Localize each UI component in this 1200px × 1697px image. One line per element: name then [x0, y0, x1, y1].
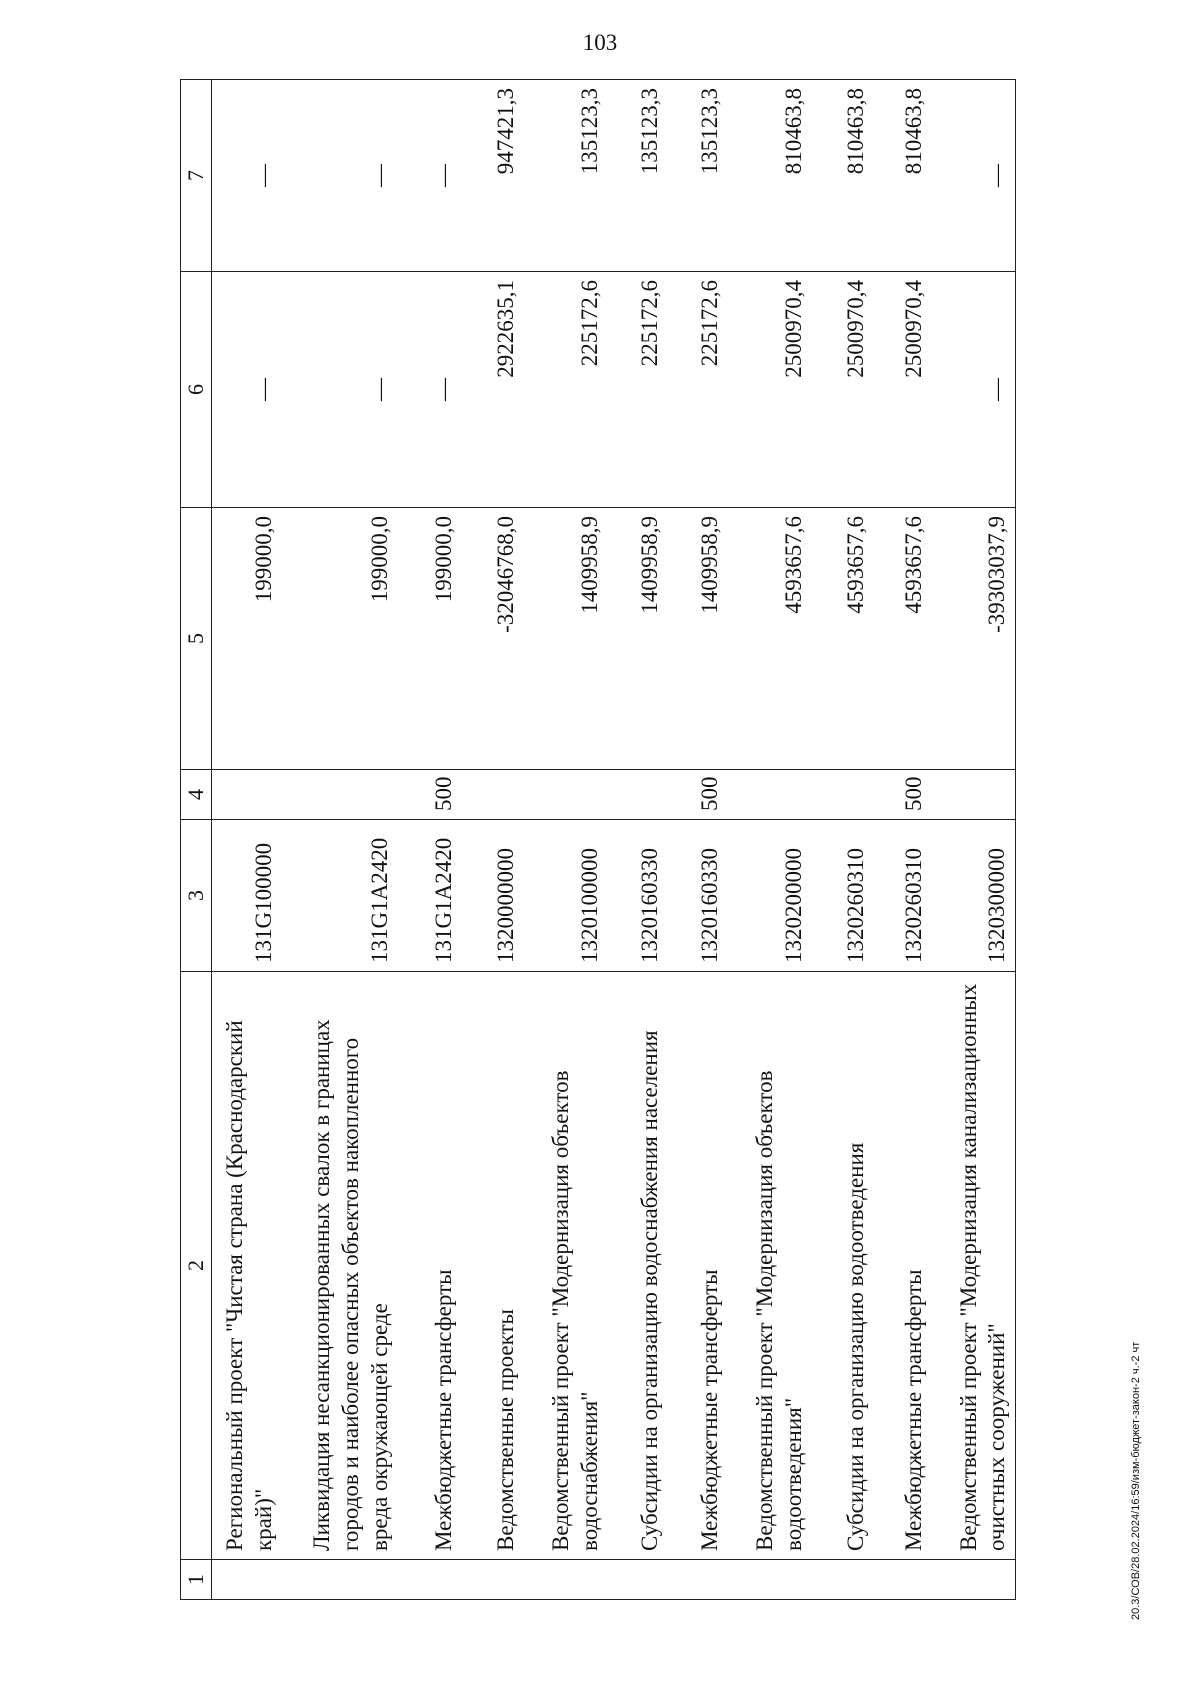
cell-code: 1320300000: [932, 820, 1016, 972]
cell-type: 500: [398, 770, 462, 820]
cell-amount-7: 810463,8: [812, 80, 874, 272]
table-row: [812, 80, 874, 1600]
cell-code: 1320160330: [668, 820, 728, 972]
header-col-7: 7: [181, 80, 212, 272]
cell-name: Ведомственные проекты: [462, 972, 524, 1560]
cell-type: [282, 770, 398, 820]
cell-amount-5: 4593657,6: [874, 508, 932, 770]
table-row: [608, 80, 668, 1600]
cell-c1: [608, 1560, 668, 1600]
table-row: [282, 80, 398, 1600]
cell-c1: [282, 1560, 398, 1600]
footer-code-container: [1130, 800, 1144, 1620]
cell-type: 500: [668, 770, 728, 820]
cell-amount-5: 199000,0: [212, 508, 282, 770]
cell-amount-7: 947421,3: [462, 80, 524, 272]
cell-amount-6: 2500970,4: [728, 272, 812, 508]
table-row: [728, 80, 812, 1600]
cell-amount-5: 199000,0: [398, 508, 462, 770]
cell-amount-6: 225172,6: [524, 272, 608, 508]
header-col-4: 4: [181, 770, 212, 820]
cell-amount-5: 1409958,9: [524, 508, 608, 770]
rotated-table-container: [180, 80, 1020, 1600]
cell-name: Субсидии на организацию водоснабжения населения: [608, 972, 668, 1560]
budget-table: [180, 79, 1016, 1600]
cell-amount-6: —: [932, 272, 1016, 508]
cell-amount-6: —: [398, 272, 462, 508]
header-col-2: 2: [181, 972, 212, 1560]
cell-amount-5: 4593657,6: [728, 508, 812, 770]
cell-c1: [398, 1560, 462, 1600]
cell-amount-6: 2500970,4: [874, 272, 932, 508]
cell-type: [932, 770, 1016, 820]
header-row: [181, 80, 212, 1600]
cell-c1: [524, 1560, 608, 1600]
table-row: [932, 80, 1016, 1600]
cell-name: Субсидии на организацию водоотведения: [812, 972, 874, 1560]
cell-c1: [728, 1560, 812, 1600]
table-row: [212, 80, 282, 1600]
cell-amount-6: 2500970,4: [812, 272, 874, 508]
header-col-3: 3: [181, 820, 212, 972]
cell-amount-6: 2922635,1: [462, 272, 524, 508]
cell-code: 131G1A2420: [398, 820, 462, 972]
cell-c1: [812, 1560, 874, 1600]
table-row: [524, 80, 608, 1600]
cell-amount-5: 1409958,9: [608, 508, 668, 770]
header-col-1: 1: [181, 1560, 212, 1600]
cell-amount-5: 1409958,9: [668, 508, 728, 770]
cell-type: 500: [874, 770, 932, 820]
cell-c1: [932, 1560, 1016, 1600]
cell-name: Ведомственный проект "Модернизация канализационных очистных сооружений": [932, 972, 1016, 1560]
cell-type: [728, 770, 812, 820]
cell-amount-5: -32046768,0: [462, 508, 524, 770]
cell-code: 1320260310: [812, 820, 874, 972]
cell-c1: [212, 1560, 282, 1600]
footer-code: 20.3/СОВ/28.02.2024/16:59/изм-бюджет-закон-2 ч.-2 чт: [1130, 1341, 1142, 1620]
cell-amount-7: —: [932, 80, 1016, 272]
cell-amount-7: 810463,8: [874, 80, 932, 272]
cell-code: 1320160330: [608, 820, 668, 972]
header-col-6: 6: [181, 272, 212, 508]
table-row: [398, 80, 462, 1600]
cell-name: Региональный проект "Чистая страна (Краснодарский край)": [212, 972, 282, 1560]
cell-type: [462, 770, 524, 820]
cell-amount-7: —: [398, 80, 462, 272]
cell-amount-7: 810463,8: [728, 80, 812, 272]
cell-name: Межбюджетные трансферты: [668, 972, 728, 1560]
cell-amount-7: —: [282, 80, 398, 272]
cell-code: 1320000000: [462, 820, 524, 972]
cell-c1: [874, 1560, 932, 1600]
cell-c1: [668, 1560, 728, 1600]
cell-c1: [462, 1560, 524, 1600]
page-number: 103: [582, 30, 618, 55]
cell-type: [524, 770, 608, 820]
cell-name: Межбюджетные трансферты: [874, 972, 932, 1560]
cell-name: Ведомственный проект "Модернизация объектов водоотведения": [728, 972, 812, 1560]
cell-code: 131G1A2420: [282, 820, 398, 972]
cell-code: 1320260310: [874, 820, 932, 972]
cell-amount-6: —: [282, 272, 398, 508]
table-row: [668, 80, 728, 1600]
cell-amount-5: -39303037,9: [932, 508, 1016, 770]
cell-type: [812, 770, 874, 820]
cell-amount-7: 135123,3: [608, 80, 668, 272]
cell-type: [608, 770, 668, 820]
header-col-5: 5: [181, 508, 212, 770]
table-row: [874, 80, 932, 1600]
cell-name: Ведомственный проект "Модернизация объектов водоснабжения": [524, 972, 608, 1560]
cell-type: [212, 770, 282, 820]
cell-amount-6: —: [212, 272, 282, 508]
cell-amount-7: —: [212, 80, 282, 272]
cell-amount-5: 4593657,6: [812, 508, 874, 770]
cell-amount-5: 199000,0: [282, 508, 398, 770]
cell-amount-7: 135123,3: [524, 80, 608, 272]
cell-amount-6: 225172,6: [608, 272, 668, 508]
cell-amount-6: 225172,6: [668, 272, 728, 508]
cell-code: 1320100000: [524, 820, 608, 972]
cell-name: Межбюджетные трансферты: [398, 972, 462, 1560]
cell-code: 1320200000: [728, 820, 812, 972]
table-row: [462, 80, 524, 1600]
cell-amount-7: 135123,3: [668, 80, 728, 272]
cell-name: Ликвидация несанкционированных свалок в границах городов и наиболее опасных объектов накопленного вреда окружающей среде: [282, 972, 398, 1560]
cell-code: 131G100000: [212, 820, 282, 972]
